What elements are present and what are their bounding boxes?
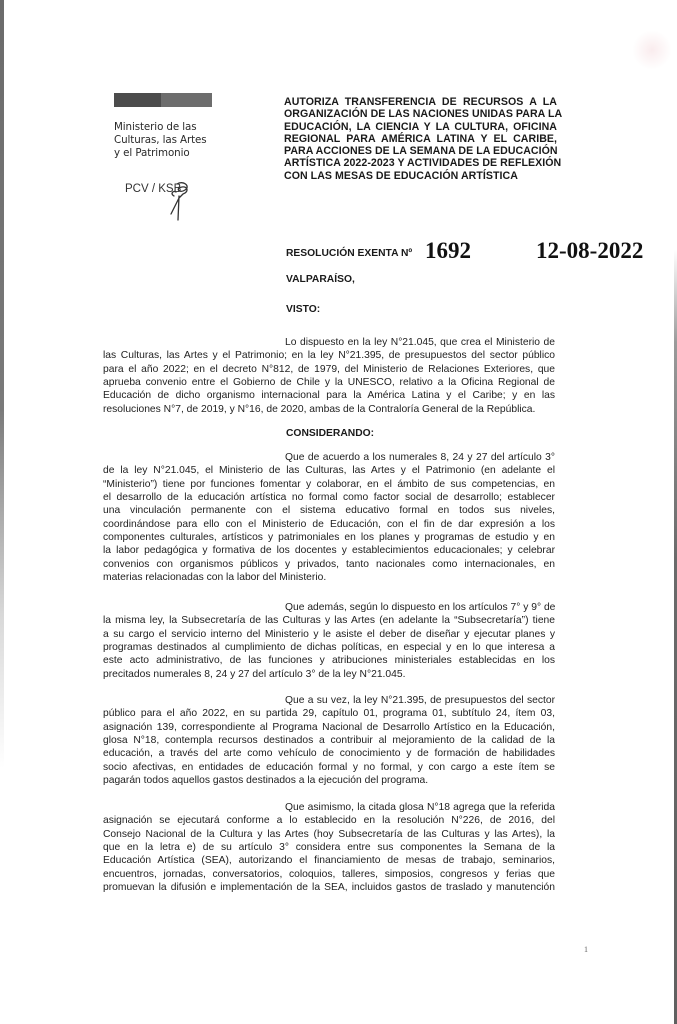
title-line: PARA ACCIONES DE LA SEMANA DE LA EDUCACIÓN — [284, 145, 558, 158]
paragraph-line: público para el año 2022, en su partida 29, capítulo 01, programa 01, subtítulo 24, ítem 03, — [103, 708, 555, 720]
paragraph-line: coordinándose para ello con el Ministerio de Educación, con el fin de dar expresión a los — [103, 518, 555, 530]
paragraph-line: asignación 139, correspondiente al Programa Nacional de Desarrollo Artístico en la Educación, — [103, 721, 555, 733]
ministry-name-line: y el Patrimonio — [114, 147, 190, 160]
paragraph-line: encuentros, jornadas, conversatorios, coloquios, talleres, simposios, congresos y ferias que — [103, 868, 555, 880]
ministry-name-line: Ministerio de las — [114, 121, 197, 133]
drafter-initials: PCV / KSB — [125, 183, 182, 195]
paragraph-line: la misma ley, la Subsecretaría de las Culturas y las Artes (en adelante la “Subsecretaría”) tiene — [103, 615, 555, 627]
paragraph-line: pagarán todos aquellos gastos destinados a la ejecución del programa. — [103, 775, 429, 787]
paragraph-line: Educación de dicho organismo internacional para la América Latina y el Caribe; y en las — [103, 390, 555, 402]
visto-paragraph — [103, 336, 555, 416]
considerando-paragraph-1 — [103, 451, 555, 584]
visto-heading: VISTO: — [286, 304, 321, 315]
scan-edge-left — [0, 0, 4, 1024]
paragraph-line: Lo dispuesto en la ley N°21.045, que crea el Ministerio de — [285, 337, 555, 348]
paragraph-line: de la ley N°21.045, el Ministerio de las Culturas, las Artes y el Patrimonio (en adelante el — [103, 465, 555, 477]
scan-stain — [632, 30, 672, 70]
paragraph-line: glosa N°18, contempla recursos destinados a contribuir al mejoramiento de la calidad de la — [103, 735, 555, 747]
paragraph-line: resoluciones N°7, de 2019, y N°16, de 2020, ambas de la Contraloría General de la República. — [103, 403, 536, 415]
logo-bar-light-segment — [161, 93, 212, 107]
paragraph-line: convenios con organismos públicos y privados, tanto nacionales como internacionales, en — [103, 558, 555, 570]
paragraph-line: a su cargo el servicio interno del Ministerio y le asiste el deber de diseñar y ejecutar planes y — [103, 628, 555, 640]
resolution-label: RESOLUCIÓN EXENTA Nº — [286, 248, 413, 259]
paragraph-line: promuevan la difusión e implementación de la SEA, incluidos gastos de traslado y manutención — [103, 882, 555, 894]
resolution-date: 12-08-2022 — [536, 238, 644, 263]
paragraph-line: Educación Artística (SEA), autorizando el financiamiento de mesas de trabajo, seminarios, — [103, 855, 555, 867]
title-line: ARTÍSTICA 2022-2023 Y ACTIVIDADES DE REFLEXIÓN — [284, 157, 562, 170]
paragraph-line: las Culturas, las Artes y el Patrimonio; en la ley N°21.395, de presupuestos del sector público — [103, 350, 555, 362]
considerando-paragraph-3 — [103, 694, 555, 787]
considerando-heading: CONSIDERANDO: — [286, 428, 375, 439]
paragraph-line: Consejo Nacional de la Cultura y las Artes (hoy Subsecretaría de las Culturas y las Artes), la — [103, 828, 555, 840]
paragraph-line: componentes culturales, artísticos y patrimoniales en los planes y programas de estudio y en — [103, 532, 555, 544]
considerando-paragraph-2 — [103, 601, 555, 681]
considerando-paragraph-4 — [103, 801, 555, 894]
paragraph-line: Que a su vez, la ley N°21.395, de presupuestos del sector — [285, 695, 555, 706]
paragraph-line: Que asimismo, la citada glosa N°18 agrega que la referida — [285, 802, 555, 813]
title-line: REGIONAL PARA AMÉRICA LATINA Y EL CARIBE, — [284, 132, 557, 145]
paragraph-line: socio afectivas, en entidades de educación formal y no formal, y con cargo a este ítem se — [103, 761, 555, 773]
paragraph-line: este acto administrativo, de las funciones y atribuciones ministeriales establecidas en los — [103, 655, 555, 667]
paragraph-line: programas destinados al cumplimiento de dichas políticas, en especial y en lo que interesa a — [103, 642, 555, 654]
paragraph-line: Que además, según lo dispuesto en los artículos 7° y 9° de — [285, 602, 556, 613]
paragraph-line: la labor pedagógica y formativa de los docentes y establecimientos educacionales; y celebrar — [103, 545, 555, 557]
resolution-number: 1692 — [425, 238, 471, 263]
paragraph-line: asignación se ejecutará conforme a lo establecido en la resolución N°226, de 2016, del — [103, 815, 555, 827]
signature-icon — [155, 180, 200, 225]
paragraph-line: para el año 2022; en el decreto N°812, de 1979, del Ministerio de Relaciones Exteriores, que — [103, 363, 555, 375]
resolution-city: VALPARAÍSO, — [286, 274, 355, 285]
paragraph-line: el desarrollo de la educación artística no formal como factor social de desarrollo; establecer — [103, 492, 555, 504]
paragraph-line: precitados numerales 8, 24 y 27 del artículo 3° de la ley N°21.045. — [103, 668, 406, 680]
title-line: CON LAS MESAS DE EDUCACIÓN ARTÍSTICA — [284, 169, 518, 182]
resolution-title — [284, 96, 563, 182]
paragraph-line: una vinculación permanente con el sistema educativo formal en todos sus niveles, — [103, 505, 555, 517]
title-line: AUTORIZA TRANSFERENCIA DE RECURSOS A LA — [284, 96, 557, 108]
paragraph-line: aprueba convenio entre el Gobierno de Chile y la UNESCO, relativo a la Oficina Regional de — [103, 377, 555, 389]
ministry-name-line: Culturas, las Artes — [114, 134, 207, 147]
paragraph-line: Que de acuerdo a los numerales 8, 24 y 27 del artículo 3° — [285, 452, 555, 463]
logo-bar-dark-segment — [114, 93, 161, 107]
page-number: 1 — [584, 945, 588, 954]
ministry-name — [114, 121, 244, 161]
title-line: EDUCACIÓN, LA CIENCIA Y LA CULTURA, OFICINA — [284, 120, 557, 133]
paragraph-line: que en la letra e) de su artículo 3° considera entre sus componentes la Semana de la — [103, 842, 555, 854]
paragraph-line: “Ministerio”) tiene por funciones fomentar y colaborar, en el ámbito de sus competencias, en — [103, 478, 555, 490]
paragraph-line: materias relacionadas con la labor del Ministerio. — [103, 572, 327, 584]
title-line: ORGANIZACIÓN DE LAS NACIONES UNIDAS PARA LA — [284, 108, 563, 121]
ministry-logo-bar — [114, 93, 212, 107]
paragraph-line: educación, a través del arte como vehículo de conocimiento y de formación de habilidades — [103, 748, 555, 760]
